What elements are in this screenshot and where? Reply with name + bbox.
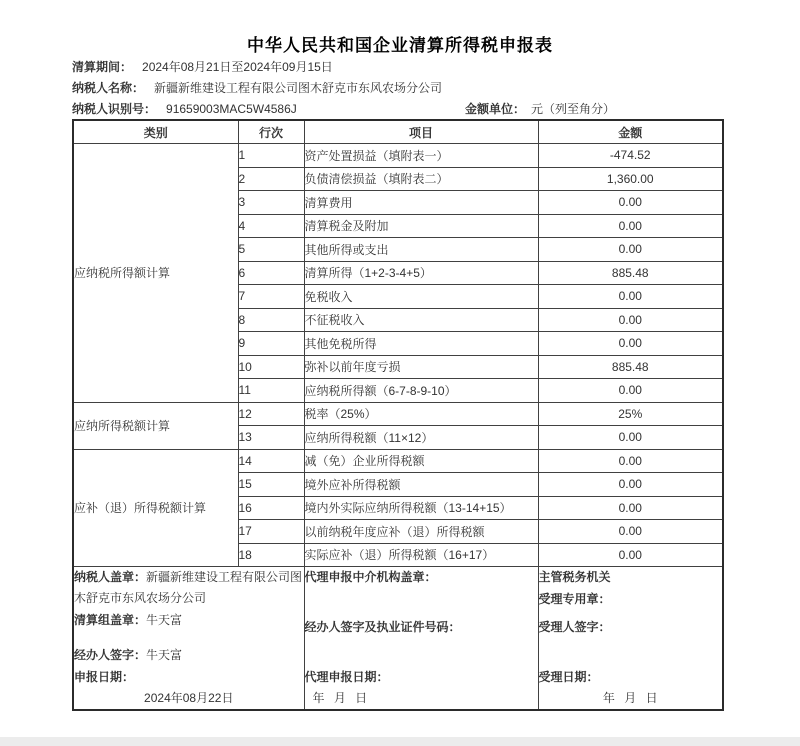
- agency-seal-label: 代理申报中介机构盖章：: [304, 570, 437, 584]
- item-cell: 境内外实际应纳所得税额（13-14+15）: [304, 496, 538, 520]
- line-number-cell: 12: [238, 402, 304, 426]
- liquidation-group-seal-block: [74, 610, 304, 631]
- line-number-cell: 2: [238, 167, 304, 191]
- agent-signature-value: 牛天富: [146, 648, 183, 662]
- taxpayer-name-line: [72, 79, 442, 96]
- amount-cell: 25%: [538, 402, 723, 426]
- acceptance-date-value: 年 月 日: [602, 691, 658, 705]
- item-cell: 其他免税所得: [304, 332, 538, 356]
- taxpayer-seal-block: [74, 567, 304, 609]
- liquidation-period-line: [72, 58, 333, 75]
- table-body: [73, 144, 723, 567]
- item-cell: 负债清偿损益（填附表二）: [304, 167, 538, 191]
- amount-cell: 0.00: [538, 238, 723, 262]
- footer-row: [73, 567, 723, 711]
- amount-unit-label: 金额单位：: [465, 102, 526, 116]
- line-number-cell: 9: [238, 332, 304, 356]
- item-cell: 减（免）企业所得税额: [304, 449, 538, 473]
- amount-cell: -474.52: [538, 144, 723, 168]
- taxpayer-seal-cell: [73, 567, 304, 711]
- agent-signature-label: 经办人签字：: [74, 648, 147, 662]
- window-bottom-band: [0, 737, 800, 746]
- amount-cell: 0.00: [538, 473, 723, 497]
- taxpayer-seal-value: 新疆新维建设工程有限公司图木舒克市东风农场分公司: [74, 570, 303, 605]
- line-number-cell: 17: [238, 520, 304, 544]
- item-cell: 弥补以前年度亏损: [304, 355, 538, 379]
- tax-authority-cell: [538, 567, 723, 711]
- amount-unit-line: [465, 100, 615, 117]
- amount-cell: 0.00: [538, 379, 723, 403]
- header-line-number: 行次: [238, 120, 304, 144]
- taxpayer-seal-label: 纳税人盖章：: [74, 570, 147, 584]
- header-category: 类别: [73, 120, 238, 144]
- item-cell: 以前纳税年度应补（退）所得税额: [304, 520, 538, 544]
- item-cell: 清算费用: [304, 191, 538, 215]
- taxpayer-id-line: [72, 100, 297, 117]
- table-row: [73, 449, 723, 473]
- item-cell: 应纳税所得额（6-7-8-9-10）: [304, 379, 538, 403]
- agency-seal-cell: [304, 567, 538, 711]
- amount-cell: 0.00: [538, 332, 723, 356]
- agency-signature-label: 经办人签字及执业证件号码：: [304, 620, 461, 634]
- category-cell: 应纳所得税额计算: [73, 402, 238, 449]
- tax-authority-line1: 主管税务机关: [538, 570, 611, 584]
- line-number-cell: 6: [238, 261, 304, 285]
- line-number-cell: 16: [238, 496, 304, 520]
- amount-cell: 0.00: [538, 308, 723, 332]
- acceptance-date-label: 受理日期：: [538, 670, 599, 684]
- item-cell: 免税收入: [304, 285, 538, 309]
- tax-return-table: [72, 119, 724, 711]
- taxpayer-id-value: 91659003MAC5W4586J: [166, 102, 297, 116]
- filing-date-value: 2024年08月22日: [144, 691, 234, 705]
- line-number-cell: 8: [238, 308, 304, 332]
- amount-cell: 885.48: [538, 355, 723, 379]
- item-cell: 境外应补所得税额: [304, 473, 538, 497]
- line-number-cell: 10: [238, 355, 304, 379]
- agency-filing-date-label: 代理申报日期：: [304, 670, 389, 684]
- item-cell: 清算税金及附加: [304, 214, 538, 238]
- category-cell: 应补（退）所得税额计算: [73, 449, 238, 567]
- liquidation-period-value: 2024年08月21日至2024年09月15日: [142, 60, 333, 74]
- amount-cell: 1,360.00: [538, 167, 723, 191]
- acceptor-signature-label: 受理人签字：: [538, 620, 611, 634]
- tax-authority-line2: 受理专用章：: [538, 592, 611, 606]
- taxpayer-name-label: 纳税人名称：: [72, 81, 145, 95]
- line-number-cell: 4: [238, 214, 304, 238]
- amount-cell: 0.00: [538, 496, 723, 520]
- taxpayer-name-value: 新疆新维建设工程有限公司图木舒克市东风农场分公司: [154, 81, 443, 95]
- agency-filing-date-value: 年 月 日: [312, 691, 368, 705]
- line-number-cell: 1: [238, 144, 304, 168]
- line-number-cell: 14: [238, 449, 304, 473]
- amount-cell: 885.48: [538, 261, 723, 285]
- line-number-cell: 7: [238, 285, 304, 309]
- item-cell: 应纳所得税额（11×12）: [304, 426, 538, 450]
- header-amount: 金额: [538, 120, 723, 144]
- agent-signature-block: [74, 645, 304, 666]
- filing-date-label: 申报日期：: [74, 670, 135, 684]
- amount-cell: 0.00: [538, 426, 723, 450]
- header-item: 项目: [304, 120, 538, 144]
- amount-cell: 0.00: [538, 214, 723, 238]
- line-number-cell: 13: [238, 426, 304, 450]
- table-row: [73, 144, 723, 168]
- line-number-cell: 11: [238, 379, 304, 403]
- line-number-cell: 18: [238, 543, 304, 567]
- line-number-cell: 5: [238, 238, 304, 262]
- table-header-row: [73, 120, 723, 144]
- item-cell: 税率（25%）: [304, 402, 538, 426]
- liquidation-group-seal-value: 牛天富: [146, 613, 183, 627]
- category-cell: 应纳税所得额计算: [73, 144, 238, 403]
- item-cell: 资产处置损益（填附表一）: [304, 144, 538, 168]
- liquidation-group-seal-label: 清算组盖章：: [74, 613, 147, 627]
- line-number-cell: 3: [238, 191, 304, 215]
- amount-cell: 0.00: [538, 449, 723, 473]
- taxpayer-id-label: 纳税人识别号：: [72, 102, 157, 116]
- item-cell: 清算所得（1+2-3-4+5）: [304, 261, 538, 285]
- item-cell: 其他所得或支出: [304, 238, 538, 262]
- line-number-cell: 15: [238, 473, 304, 497]
- item-cell: 实际应补（退）所得税额（16+17）: [304, 543, 538, 567]
- liquidation-period-label: 清算期间：: [72, 60, 133, 74]
- amount-unit-value: 元（列至角分）: [531, 102, 616, 116]
- amount-cell: 0.00: [538, 191, 723, 215]
- page-title: 中华人民共和国企业清算所得税申报表: [247, 36, 553, 55]
- amount-cell: 0.00: [538, 285, 723, 309]
- amount-cell: 0.00: [538, 520, 723, 544]
- item-cell: 不征税收入: [304, 308, 538, 332]
- table-row: [73, 402, 723, 426]
- amount-cell: 0.00: [538, 543, 723, 567]
